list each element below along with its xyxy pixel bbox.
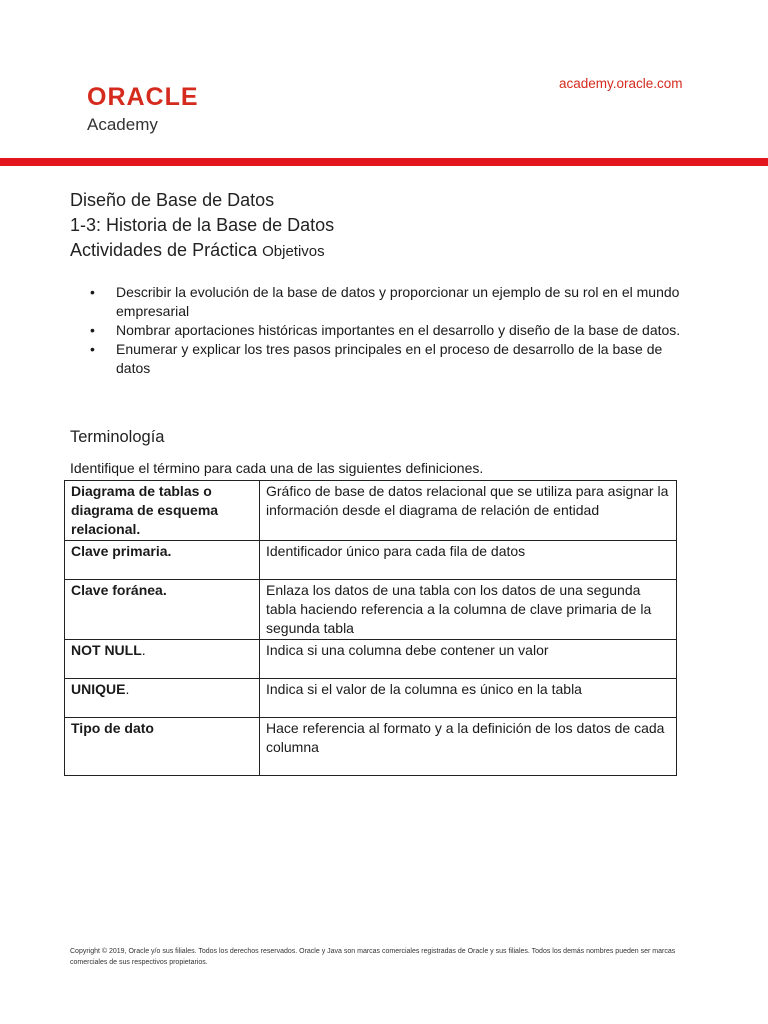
objectives-list	[90, 283, 700, 378]
term-suffix: .	[125, 681, 130, 697]
objective-text: Nombrar aportaciones históricas importantes en el desarrollo y diseño de la base de datos.	[116, 322, 681, 338]
term-text: UNIQUE	[71, 681, 126, 697]
copyright-footer: Copyright © 2019, Oracle y/o sus filiales. Todos los derechos reservados. Oracle y Java son marcas comerciales registradas de Oracle y sus filiales. Todos los demás nombres pueden ser marcas comerciales de sus respectivos propietarios.	[70, 948, 676, 966]
terminology-heading: Terminología	[70, 428, 165, 446]
title-activity	[70, 238, 334, 264]
terminology-instructions: Identifique el término para cada una de las siguientes definiciones.	[70, 460, 484, 476]
objective-item	[90, 283, 700, 321]
term-text: Tipo de dato	[71, 720, 154, 736]
bullet-icon: •	[90, 322, 95, 338]
term-cell	[65, 580, 260, 640]
logo-product: Academy	[87, 115, 158, 134]
title-activity-main: Actividades de Práctica	[70, 240, 258, 260]
definition-cell: Gráfico de base de datos relacional que se utiliza para asignar la información desde el diagrama de relación de entidad	[260, 481, 677, 541]
logo-brand: ORACLE	[87, 83, 199, 111]
table-row	[65, 679, 677, 718]
term-text: Diagrama de tablas o diagrama de esquema relacional.	[71, 483, 219, 537]
term-text: Clave foránea.	[71, 582, 167, 598]
title-activity-sub: Objetivos	[262, 243, 325, 260]
term-cell	[65, 481, 260, 541]
objective-text: Describir la evolución de la base de datos y proporcionar un ejemplo de su rol en el mundo empresarial	[116, 284, 680, 319]
term-text: Clave primaria.	[71, 543, 172, 559]
term-text: NOT NULL	[71, 642, 142, 658]
term-cell	[65, 679, 260, 718]
definition-cell: Indica si una columna debe contener un valor	[260, 640, 677, 679]
bullet-icon: •	[90, 341, 95, 357]
definition-cell: Identificador único para cada fila de datos	[260, 541, 677, 580]
oracle-academy-logo	[87, 83, 199, 135]
header-divider	[0, 158, 768, 166]
terminology-table	[64, 480, 677, 776]
site-link[interactable]: academy.oracle.com	[559, 76, 683, 91]
title-course: Diseño de Base de Datos	[70, 190, 275, 210]
term-suffix: .	[141, 642, 146, 658]
definition-cell: Enlaza los datos de una tabla con los datos de una segunda tabla haciendo referencia a la columna de clave primaria de la segunda tabla	[260, 580, 677, 640]
table-row	[65, 718, 677, 776]
objective-item	[90, 321, 700, 340]
table-row	[65, 640, 677, 679]
term-cell	[65, 640, 260, 679]
title-lesson: 1-3: Historia de la Base de Datos	[70, 215, 335, 235]
term-cell	[65, 718, 260, 776]
page-title	[70, 188, 334, 264]
term-cell	[65, 541, 260, 580]
objective-item	[90, 340, 700, 378]
table-row	[65, 580, 677, 640]
bullet-icon: •	[90, 284, 95, 300]
table-row	[65, 541, 677, 580]
table-row	[65, 481, 677, 541]
definition-cell: Indica si el valor de la columna es único en la tabla	[260, 679, 677, 718]
objective-text: Enumerar y explicar los tres pasos principales en el proceso de desarrollo de la base de datos	[116, 341, 663, 376]
definition-cell: Hace referencia al formato y a la definición de los datos de cada columna	[260, 718, 677, 776]
